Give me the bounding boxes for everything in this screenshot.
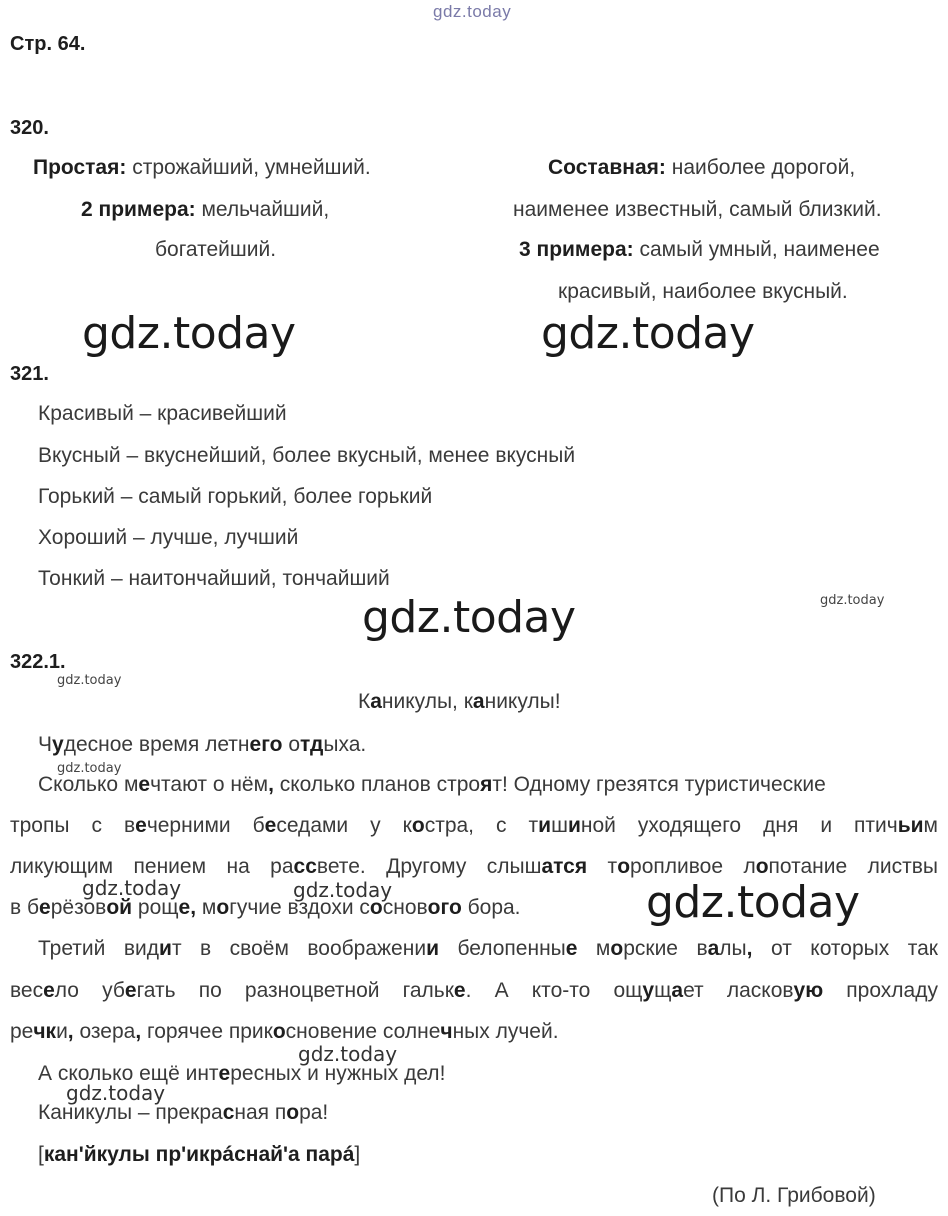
exercise-320-number: 320. — [10, 117, 49, 139]
paragraph-1-line-2 — [10, 814, 938, 838]
p1l2-part: ной уходящего дня и птич — [580, 814, 898, 837]
degree-line-5: Тонкий – наитончайший, тончайший — [38, 567, 390, 590]
p2l3-part: о — [272, 1020, 286, 1043]
p2l2-part: вес — [10, 979, 44, 1002]
p1l2-part: седами у к — [276, 814, 412, 837]
p1l4-part: снов — [382, 896, 428, 919]
p2l3-part: чк — [33, 1020, 57, 1043]
title-part: никулы, к — [381, 690, 473, 713]
p2l3-part: ных лучей. — [452, 1020, 559, 1043]
more-part: ресных и нужных дел! — [230, 1062, 446, 1085]
watermark-mid-3: gdz.today — [298, 1042, 398, 1066]
p1l4-part: рёзов — [50, 896, 107, 919]
two-examples-text: мельчайший, — [195, 198, 330, 221]
p1l3-part: ликующим пением на ра — [10, 855, 294, 878]
p2l2-part: а — [671, 979, 684, 1002]
compound-form-text: наиболее дорогой, — [665, 156, 856, 179]
degree-line-4: Хороший – лучше, лучший — [38, 526, 299, 549]
p1l2-part: ш — [551, 814, 568, 837]
p1l1-part: т! Одному грезятся туристические — [492, 773, 826, 796]
vac-part: с — [222, 1101, 235, 1124]
p2l2-part: е — [124, 979, 137, 1002]
exercise-321-number: 321. — [10, 363, 49, 385]
title-part: а — [472, 690, 485, 713]
compound-form-cont: наименее известный, самый близкий. — [513, 198, 882, 221]
p2l1-part: а — [707, 937, 720, 960]
more-part: А сколько ещё инт — [38, 1062, 219, 1085]
transcription-bracket: [ — [38, 1143, 44, 1166]
p2l3-part: озера — [73, 1020, 136, 1043]
watermark-big-2: gdz.today — [541, 308, 755, 359]
p2l1-part: рские в — [623, 937, 708, 960]
p2l1-part: и — [159, 937, 172, 960]
p2l3-part: ч — [440, 1020, 453, 1043]
line1-part: о — [282, 733, 301, 756]
p2l1-part: белопенны — [439, 937, 566, 960]
p2l2-part: ую — [793, 979, 824, 1002]
watermark-top: gdz.today — [433, 2, 512, 21]
three-examples-cont: красивый, наиболее вкусный. — [558, 280, 848, 303]
text-title — [358, 690, 561, 714]
text-line-vacation — [38, 1101, 328, 1125]
p1l1-part: е — [138, 773, 151, 796]
p1l4-part: ого — [427, 896, 462, 919]
p1l4-part: в б — [10, 896, 40, 919]
p1l4-part: е — [178, 896, 191, 919]
simple-form-label: Простая: — [33, 156, 127, 179]
p1l3-part: вете. Другому слыш — [316, 855, 542, 878]
p2l3-part: ре — [10, 1020, 34, 1043]
p1l4-part: ой — [106, 896, 133, 919]
more-part: е — [218, 1062, 231, 1085]
p1l4-part: е — [39, 896, 51, 919]
p2l3-part: и — [56, 1020, 68, 1043]
text-line-1 — [38, 733, 366, 757]
vac-part: ра! — [299, 1101, 329, 1124]
p2l2-part: у — [642, 979, 655, 1002]
paragraph-2-line-3 — [10, 1020, 559, 1044]
p2l2-part: . А кто-то ощ — [465, 979, 643, 1002]
p2l2-part: ет ласков — [683, 979, 794, 1002]
title-part: К — [358, 690, 371, 713]
p2l3-part: горячее прик — [141, 1020, 273, 1043]
p2l2-part: е — [453, 979, 466, 1002]
p1l3-part: потание листвы — [768, 855, 938, 878]
p1l3-part: о — [617, 855, 631, 878]
p2l1-part: Третий вид — [38, 937, 160, 960]
p1l2-part: о — [411, 814, 425, 837]
p1l1-part: я — [480, 773, 493, 796]
watermark-mid-2: gdz.today — [293, 878, 393, 902]
p1l4-part: , — [190, 896, 197, 919]
p2l2-part: е — [43, 979, 55, 1002]
watermark-small-4: gdz.today — [66, 1081, 166, 1105]
two-examples-cont: богатейший. — [155, 238, 277, 261]
p2l2-part: гать по разноцветной гальк — [136, 979, 454, 1002]
title-part: а — [370, 690, 382, 713]
p2l2-part: щ — [654, 979, 672, 1002]
vac-part: о — [286, 1101, 300, 1124]
p2l3-part: , — [135, 1020, 142, 1043]
three-examples-text: самый умный, наименее — [633, 238, 880, 261]
p1l1-part: Сколько м — [38, 773, 139, 796]
p2l3-part: сновение солне — [285, 1020, 441, 1043]
watermark-small-2: gdz.today — [57, 673, 122, 688]
p2l2-part: ло уб — [54, 979, 125, 1002]
p1l3-part: атся — [541, 855, 588, 878]
watermark-big-3: gdz.today — [362, 592, 576, 643]
vac-part: Каникулы – прекра — [38, 1101, 223, 1124]
p1l4-part: гучие вздохи с — [229, 896, 370, 919]
p2l1-part: т в своём воображени — [171, 937, 427, 960]
line1-part: тд — [300, 733, 324, 756]
p1l4-part: рощ — [132, 896, 179, 919]
p1l2-part: и — [538, 814, 552, 837]
simple-form-line — [33, 156, 371, 180]
p1l1-part: , — [268, 773, 274, 796]
two-examples-label: 2 примера: — [81, 198, 196, 221]
p1l4-part: бора. — [461, 896, 521, 919]
p2l1-part: о — [610, 937, 624, 960]
p1l2-part: е — [135, 814, 147, 837]
p1l3-part: ропливое л — [630, 855, 756, 878]
p2l1-part: е — [565, 937, 578, 960]
p1l2-part: и — [567, 814, 581, 837]
paragraph-1-line-1 — [38, 773, 826, 797]
simple-form-text: строжайший, умнейший. — [126, 156, 371, 179]
vac-part: ная п — [234, 1101, 287, 1124]
line1-part: десное время летн — [63, 733, 250, 756]
line1-part: Ч — [38, 733, 52, 756]
degree-line-1: Красивый – красивейший — [38, 402, 287, 425]
line1-part: его — [249, 733, 283, 756]
line1-part: ыха. — [323, 733, 367, 756]
degree-line-2: Вкусный – вкуснейший, более вкусный, менее вкусный — [38, 444, 576, 467]
watermark-small-3: gdz.today — [57, 761, 122, 776]
line1-part: у — [52, 733, 64, 756]
watermark-mid-1: gdz.today — [82, 876, 182, 900]
degree-line-3: Горький – самый горький, более горький — [38, 485, 433, 508]
paragraph-2-line-1 — [38, 937, 938, 961]
two-examples-line — [81, 198, 329, 222]
p1l2-part: тропы с в — [10, 814, 136, 837]
p1l3-part: т — [587, 855, 618, 878]
paragraph-2-line-2 — [10, 979, 938, 1003]
p1l2-part: е — [264, 814, 277, 837]
p2l1-part: м — [577, 937, 611, 960]
page-reference: Стр. 64. — [10, 33, 86, 55]
p2l1-part: от которых так — [752, 937, 938, 960]
p1l3-part: о — [755, 855, 769, 878]
title-part: никулы! — [484, 690, 561, 713]
author-attribution: (По Л. Грибовой) — [712, 1184, 876, 1207]
compound-form-line — [548, 156, 855, 180]
p2l2-part: прохладу — [823, 979, 938, 1002]
transcription-text: кан'йкулы пр'икрáснай'а парá — [43, 1143, 355, 1166]
watermark-big-4: gdz.today — [646, 877, 860, 928]
p2l3-part: , — [67, 1020, 74, 1043]
p2l1-part: , — [746, 937, 753, 960]
paragraph-1-line-4 — [10, 896, 521, 920]
watermark-small-1: gdz.today — [820, 593, 885, 608]
transcription — [38, 1143, 360, 1167]
p1l3-part: сс — [293, 855, 317, 878]
p1l2-part: м — [923, 814, 938, 837]
p1l2-part: ьи — [897, 814, 924, 837]
p1l2-part: стра, с т — [424, 814, 539, 837]
watermark-big-1: gdz.today — [82, 308, 296, 359]
transcription-bracket: ] — [354, 1143, 361, 1166]
p1l1-part: сколько планов стро — [273, 773, 481, 796]
three-examples-line — [519, 238, 880, 262]
p1l2-part: черними б — [146, 814, 265, 837]
exercise-322-number: 322.1. — [10, 651, 66, 673]
p2l1-part: и — [426, 937, 439, 960]
p1l4-part: о — [216, 896, 230, 919]
compound-form-label: Составная: — [548, 156, 666, 179]
p1l4-part: о — [369, 896, 383, 919]
three-examples-label: 3 примера: — [519, 238, 634, 261]
p1l1-part: чтают о нём — [150, 773, 269, 796]
p2l1-part: лы — [719, 937, 747, 960]
p1l4-part: м — [196, 896, 217, 919]
